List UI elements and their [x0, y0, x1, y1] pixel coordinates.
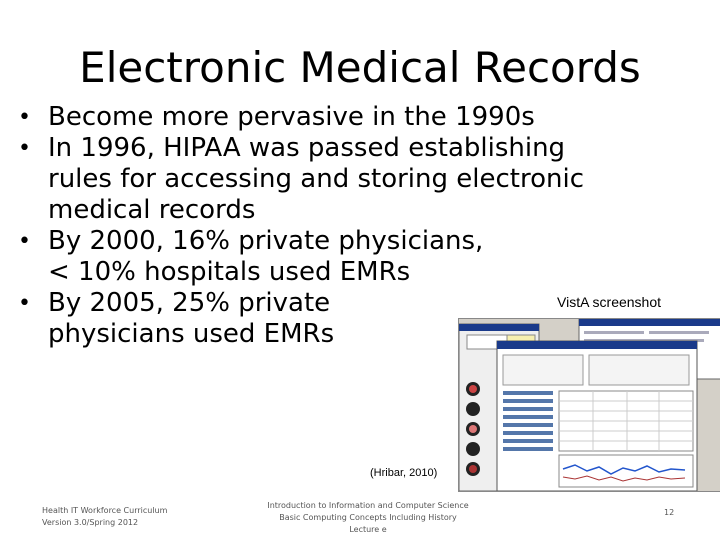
- footer-course: Introduction to Information and Computer Science: [267, 501, 469, 510]
- image-caption: VistA screenshot: [557, 294, 662, 310]
- bullet-item: [18, 133, 658, 226]
- bullet-text: medical records: [48, 195, 256, 225]
- bullet-item: [18, 102, 658, 133]
- bullet-text: By 2005, 25% private: [48, 288, 331, 318]
- bullet-item: [18, 226, 658, 288]
- footer-curriculum: Health IT Workforce Curriculum: [42, 506, 168, 515]
- footer-lecture: Lecture e: [349, 525, 387, 534]
- bullet-text: physicians used EMRs: [48, 319, 335, 349]
- bullet-marker: •: [18, 291, 31, 316]
- footer-center: [258, 500, 478, 536]
- bullet-text: rules for accessing and storing electronic: [48, 164, 585, 194]
- page-number: 12: [664, 508, 675, 517]
- footer-topic: Basic Computing Concepts Including History: [279, 513, 457, 522]
- bullet-marker: •: [18, 229, 31, 254]
- vista-screenshot-image: [458, 318, 720, 492]
- bullet-list: [18, 102, 658, 350]
- bullet-marker: •: [18, 105, 31, 130]
- footer-left: [42, 505, 167, 529]
- bullet-text: In 1996, HIPAA was passed establishing: [48, 133, 566, 163]
- bullet-text: < 10% hospitals used EMRs: [48, 257, 411, 287]
- bullet-text: Become more pervasive in the 1990s: [48, 102, 535, 132]
- footer-version: Version 3.0/Spring 2012: [42, 518, 139, 527]
- bullet-text: By 2000, 16% private physicians,: [48, 226, 484, 256]
- slide-title: Electronic Medical Records: [79, 43, 641, 92]
- screenshot-illustration: [459, 319, 720, 491]
- citation: (Hribar, 2010): [370, 467, 438, 479]
- bullet-marker: •: [18, 136, 31, 161]
